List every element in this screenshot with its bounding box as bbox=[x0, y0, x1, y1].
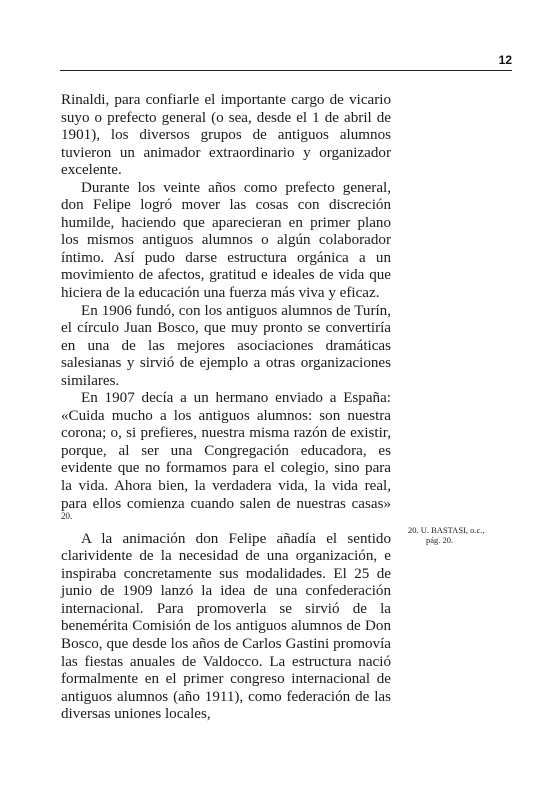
page-number: 12 bbox=[498, 53, 512, 67]
paragraph-4-text: En 1907 decía a un hermano enviado a España: «Cuida mucho a los antiguos alumnos: son nuestra corona; o, si prefieres, nuestra misma razón de existir, porque, al ser una Congregación educadora, es evidente que no formamos para el colegio, sino para la vida. Ahora bien, la verdadera vida, la vida real, para ellos comienza cuando salen de nuestras casas» bbox=[61, 390, 391, 512]
footnote-page: pág. 20. bbox=[426, 535, 454, 545]
paragraph-1: Rinaldi, para confiarle el importante cargo de vicario suyo o prefecto general (o sea, desde el 1 de abril de 1901), los diversos grupos de antiguos alumnos tuvieron un animador extraordinario y organizador excelente. bbox=[61, 92, 391, 179]
footnote bbox=[408, 525, 514, 545]
paragraph-4 bbox=[61, 390, 391, 530]
main-text bbox=[61, 92, 391, 724]
header-rule bbox=[60, 70, 512, 71]
footnote-reference: 20. bbox=[61, 511, 73, 522]
paragraph-3: En 1906 fundó, con los antiguos alumnos de Turín, el círculo Juan Bosco, que muy pronto se convertiría en una de las mejores asociaciones dramáticas salesianas y sirvió de ejemplo a otras organizaciones similares. bbox=[61, 302, 391, 389]
paragraph-5: A la animación don Felipe añadía el sentido clarividente de la necesidad de una organización, e inspiraba concretamente sus modalidades. El 25 de junio de 1909 lanzó la idea de una confederación internacional. Para promoverla se sirvió de la benemérita Comisión de los antiguos alumnos de Don Bosco, que desde los años de Carlos Gastini promovía las fiestas anuales de Valdocco. La estructura nació formalmente en el primer congreso internacional de antiguos alumnos (año 1911), como federación de las diversas uniones locales, bbox=[61, 530, 391, 723]
footnote-number: 20. bbox=[408, 525, 419, 535]
paragraph-2: Durante los veinte años como prefecto general, don Felipe logró mover las cosas con discreción humilde, haciendo que aparecieran en primer plano los mismos antiguos alumnos o algún colaborador íntimo. Así pudo darse estructura orgánica a un movimiento de afectos, gratitud e ideales de vida que hiciera de la educación una fuerza más viva y eficaz. bbox=[61, 179, 391, 302]
footnote-abbrev: o.c., bbox=[470, 525, 485, 535]
footnote-author: U. BASTASI, bbox=[420, 525, 469, 535]
